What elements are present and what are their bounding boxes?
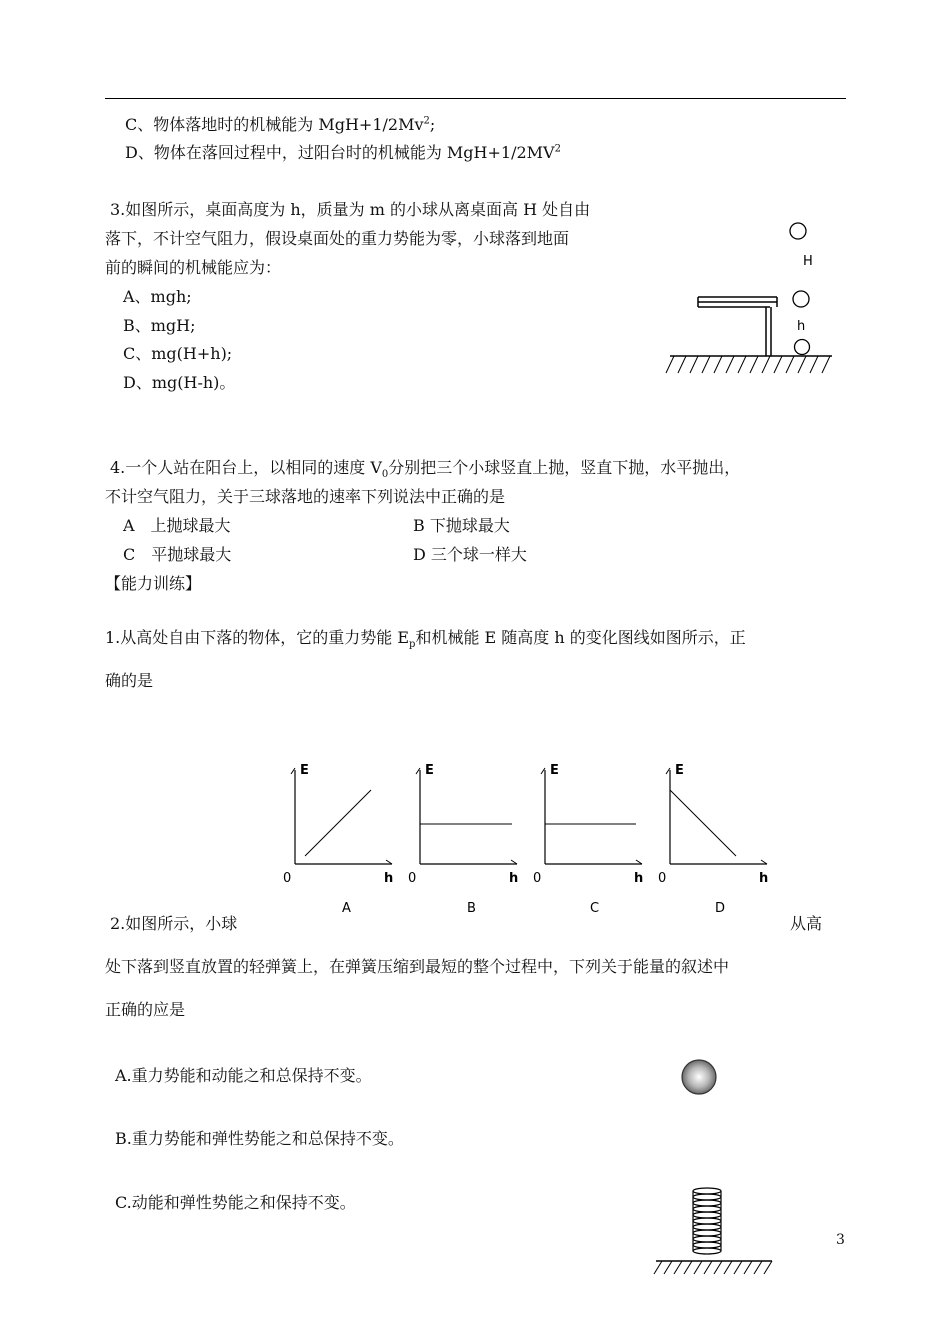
graph-c-letter: C xyxy=(590,901,600,916)
ball xyxy=(682,1060,716,1094)
ball-bottom xyxy=(795,340,810,355)
label-h: h xyxy=(797,319,806,334)
graph-a-origin: 0 xyxy=(283,871,292,886)
q3-stem-line2: 落下，不计空气阻力，假设桌面处的重力势能为零，小球落到地面 xyxy=(105,229,570,248)
t2-option-a: A.重力势能和动能之和总保持不变。 xyxy=(115,1066,372,1085)
q3-stem-line3: 前的瞬间的机械能应为： xyxy=(105,258,282,277)
q3-option-d: D、mg(H-h)。 xyxy=(123,373,236,392)
t1-stem-line1: 1.从高处自由下落的物体，它的重力势能 $E_p$和机械能 E 随高度 h 的变化图线如图所示，正 xyxy=(105,628,746,651)
prev-option-d: D、物体在落回过程中，过阳台时的机械能为 $MgH+1/2MV^2$ xyxy=(125,143,561,162)
graph-b-xlabel: h xyxy=(509,871,519,886)
t2-ball-figure xyxy=(680,1058,720,1098)
q4-option-a: A 上抛球最大 xyxy=(123,516,231,535)
q4-stem-line2: 不计空气阻力，关于三球落地的速率下列说法中正确的是 xyxy=(105,487,506,506)
graph-a-letter: A xyxy=(342,901,351,916)
graph-a-ylabel: E xyxy=(300,763,309,778)
spring xyxy=(693,1188,721,1254)
graph-d-origin: 0 xyxy=(658,871,667,886)
t2-option-b: B.重力势能和弹性势能之和总保持不变。 xyxy=(115,1129,404,1148)
graph-b-origin: 0 xyxy=(408,871,417,886)
section-title: 【能力训练】 xyxy=(105,574,202,593)
graph-d-xlabel: h xyxy=(759,871,769,886)
graph-d-letter: D xyxy=(715,901,726,916)
q4-option-c: C 平抛球最大 xyxy=(123,545,232,564)
prev-option-c: C、物体落地时的机械能为 $MgH+1/2Mv^2$; xyxy=(125,115,436,134)
t2-stem-line1a: 2.如图所示，小球 xyxy=(110,914,238,933)
ball-mid xyxy=(793,291,809,307)
q3-option-b: B、mgH; xyxy=(123,316,196,335)
graph-c-origin: 0 xyxy=(533,871,542,886)
q4-option-d: D 三个球一样大 xyxy=(413,545,527,564)
t2-stem-line3: 正确的应是 xyxy=(105,1000,186,1019)
ball-top xyxy=(790,223,806,239)
graph-d-ylabel: E xyxy=(675,763,684,778)
q3-stem-line1: 3.如图所示，桌面高度为 h，质量为 m 的小球从离桌面高 H 处自由 xyxy=(110,200,591,219)
graph-c-ylabel: E xyxy=(550,763,559,778)
graph-b-ylabel: E xyxy=(425,763,434,778)
graph-a-line xyxy=(305,790,371,856)
q4-stem-line1: 4.一个人站在阳台上，以相同的速度 $V_0$分别把三个小球竖直上抛，竖直下抛，水平抛出， xyxy=(110,458,741,481)
page-number: 3 xyxy=(836,1232,845,1248)
graph-c xyxy=(530,760,644,920)
t2-stem-line2: 处下落到竖直放置的轻弹簧上，在弹簧压缩到最短的整个过程中，下列关于能量的叙述中 xyxy=(105,957,730,976)
t2-option-c: C.动能和弹性势能之和保持不变。 xyxy=(115,1193,356,1212)
q3-option-c: C、mg(H+h); xyxy=(123,344,233,363)
t2-spring-figure xyxy=(650,1185,780,1280)
q3-option-a: A、mgh; xyxy=(123,287,192,306)
header-rule xyxy=(105,98,846,99)
q3-figure xyxy=(660,215,840,380)
graph-c-xlabel: h xyxy=(634,871,644,886)
t1-stem-line2: 确的是 xyxy=(105,671,154,690)
graph-d xyxy=(655,760,769,920)
graph-a-xlabel: h xyxy=(384,871,394,886)
graph-d-line xyxy=(670,790,736,856)
graph-a xyxy=(280,760,394,920)
graph-b xyxy=(405,760,519,920)
graph-b-letter: B xyxy=(467,901,476,916)
t2-stem-line1b: 从高 xyxy=(790,914,823,933)
label-H: H xyxy=(803,254,813,269)
q4-option-b: B 下抛球最大 xyxy=(413,516,510,535)
